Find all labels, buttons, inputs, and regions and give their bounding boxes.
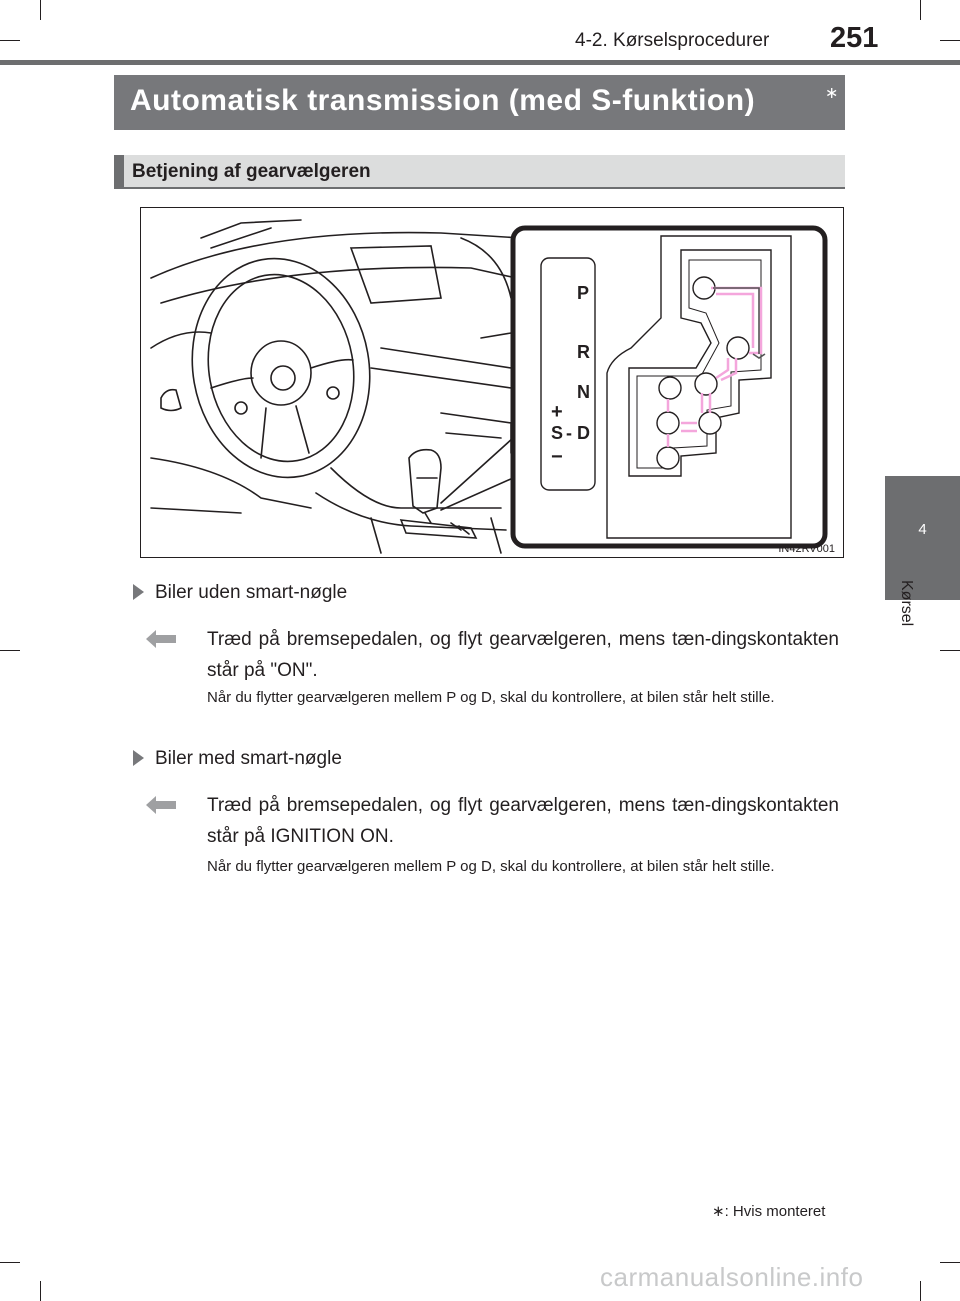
crop-mark bbox=[940, 650, 960, 651]
watermark: carmanualsonline.info bbox=[600, 1262, 864, 1292]
gear-label-s: S bbox=[551, 423, 564, 443]
gear-label-p: P bbox=[577, 283, 590, 303]
shift-lever-figure bbox=[140, 207, 844, 558]
chapter-number: 4 bbox=[918, 521, 927, 538]
bullet-label: Biler med smart-nøgle bbox=[155, 748, 342, 769]
note-text: Når du flytter gearvælgeren mellem P og D, skal du kontrollere, at bilen står helt stille. bbox=[207, 858, 775, 875]
gear-label-r: R bbox=[577, 342, 590, 362]
subheading-bar bbox=[114, 155, 845, 189]
crop-mark bbox=[0, 40, 20, 41]
crop-mark bbox=[0, 1262, 20, 1263]
bullet-label: Biler uden smart-nøgle bbox=[155, 582, 348, 603]
chapter-label: Kørsel bbox=[898, 580, 915, 627]
instruction-text: Træd på bremsepedalen, og flyt gearvælgeren, mens tæn-dingskontakten står på "ON". bbox=[207, 629, 839, 681]
instruction-text: Træd på bremsepedalen, og flyt gearvælgeren, mens tæn-dingskontakten står på IGNITION ON. bbox=[207, 795, 839, 847]
gear-label-d: D bbox=[577, 423, 590, 443]
note-text: Når du flytter gearvælgeren mellem P og D, skal du kontrollere, at bilen står helt stille. bbox=[207, 689, 775, 706]
gear-label-minus: − bbox=[551, 446, 563, 468]
footnote-text: : Hvis monteret bbox=[724, 1203, 826, 1220]
subheading: Betjening af gearvælgeren bbox=[132, 161, 371, 182]
triangle-bullet-icon bbox=[133, 750, 144, 766]
asterisk-icon: ∗ bbox=[825, 85, 839, 102]
page-title: Automatisk transmission (med S-funktion) bbox=[130, 84, 756, 117]
crop-mark bbox=[940, 40, 960, 41]
crop-mark bbox=[920, 1281, 921, 1301]
triangle-bullet-icon bbox=[133, 584, 144, 600]
section-title: 4-2. Kørselsprocedurer bbox=[575, 30, 770, 51]
page-title-banner bbox=[114, 75, 845, 130]
arrow-left-icon bbox=[146, 630, 176, 648]
header-rule bbox=[0, 60, 960, 65]
arrow-left-icon bbox=[146, 796, 176, 814]
crop-mark bbox=[40, 0, 41, 20]
crop-mark bbox=[0, 650, 20, 651]
asterisk-icon: ∗ bbox=[712, 1203, 725, 1220]
gear-label-plus: + bbox=[551, 401, 563, 423]
crop-mark bbox=[40, 1281, 41, 1301]
crop-mark bbox=[940, 1262, 960, 1263]
figure-code: IN42RV001 bbox=[778, 543, 835, 555]
page-number: 251 bbox=[830, 22, 879, 54]
footnote bbox=[712, 1202, 825, 1220]
crop-mark bbox=[920, 0, 921, 20]
dashboard-illustration bbox=[141, 208, 844, 558]
bullet-item bbox=[133, 748, 342, 770]
gear-label-n: N bbox=[577, 382, 590, 402]
gear-label-dash: - bbox=[566, 423, 572, 443]
bullet-item bbox=[133, 582, 347, 604]
